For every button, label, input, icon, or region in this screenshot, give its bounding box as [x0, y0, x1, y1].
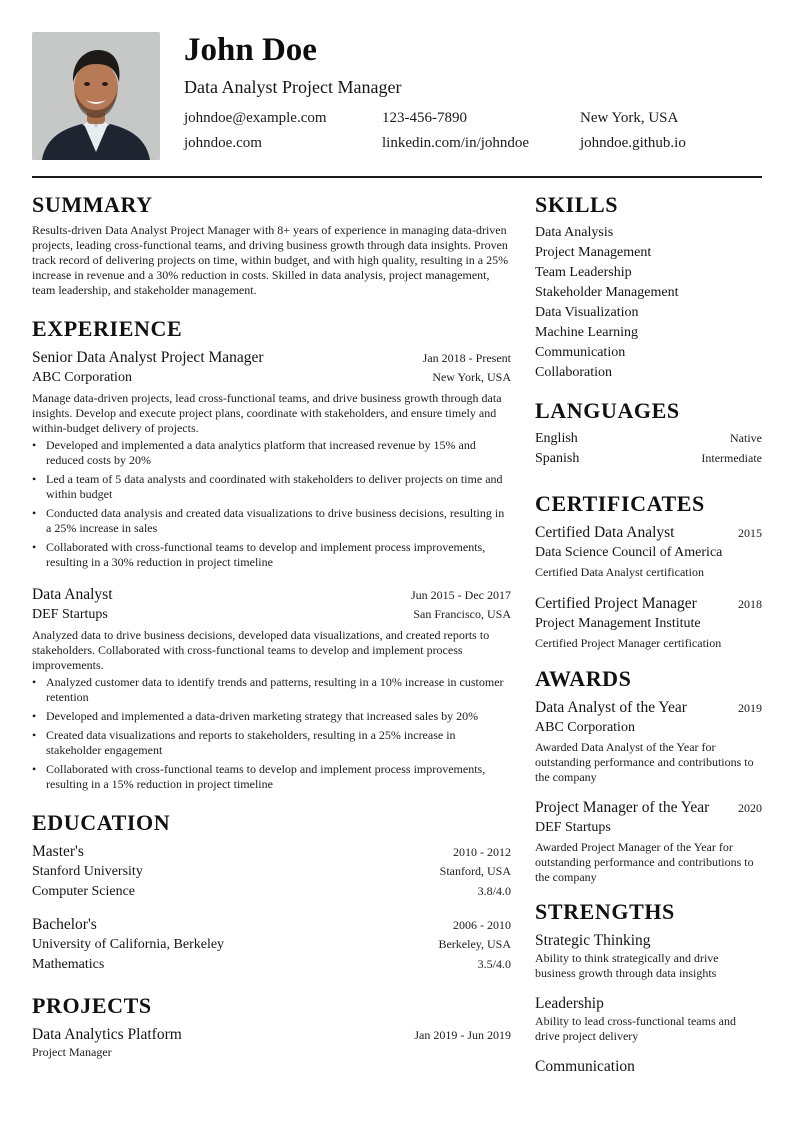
candidate-title: Data Analyst Project Manager: [184, 77, 402, 97]
language-name: English: [535, 431, 578, 446]
profile-photo: [32, 32, 160, 160]
job-role: Senior Data Analyst Project Manager: [32, 349, 264, 366]
award-year: 2020: [738, 801, 762, 815]
job-dates: Jan 2018 - Present: [422, 351, 511, 365]
job-description: Analyzed data to drive business decisions, developed data visualizations, and created reports to stakeholders. Collaborated with cross-functional teams to develop and implement process improvements.: [32, 628, 490, 672]
linkedin-link[interactable]: linkedin.com/in/johndoe: [382, 135, 530, 151]
school-name: University of California, Berkeley: [32, 937, 225, 952]
experience-entry: [32, 584, 511, 792]
avatar-icon: [32, 32, 160, 160]
list-item: • Created data visualizations and reports to stakeholders, resulting in a 25% increase in stakeholder engagement: [32, 728, 511, 758]
project-entry: [32, 1024, 511, 1060]
projects-section: [32, 991, 511, 1060]
certificate-name: Certified Project Manager: [535, 595, 697, 612]
job-location: New York, USA: [432, 370, 511, 384]
gpa: 3.5/4.0: [477, 957, 511, 971]
section-title: LANGUAGES: [535, 398, 680, 423]
certificate-year: 2018: [738, 597, 762, 611]
phone-number: 123-456-7890: [382, 110, 467, 126]
certificate-description: Certified Data Analyst certification: [535, 565, 704, 579]
location: New York, USA: [580, 110, 679, 126]
experience-section: [32, 314, 511, 792]
job-company: DEF Startups: [32, 607, 108, 622]
school-name: Stanford University: [32, 864, 143, 879]
job-location: San Francisco, USA: [413, 607, 511, 621]
education-entry: [32, 914, 511, 975]
certificate-description: Certified Project Manager certification: [535, 636, 722, 650]
strength-entry: [535, 1056, 762, 1077]
award-description: Awarded Project Manager of the Year for outstanding performance and contributions to the company: [535, 840, 754, 884]
skill-item: Data Visualization: [535, 305, 639, 320]
website-link[interactable]: johndoe.com: [184, 135, 262, 151]
language-name: Spanish: [535, 451, 580, 466]
list-item: • Conducted data analysis and created data visualizations to drive business decisions, resulting in a 25% increase in sales: [32, 506, 511, 536]
award-entry: [535, 697, 762, 785]
strength-name: Communication: [535, 1058, 635, 1075]
awards-section: [535, 664, 762, 885]
award-entry: [535, 797, 762, 885]
section-title: PROJECTS: [32, 993, 152, 1018]
school-location: Berkeley, USA: [438, 937, 511, 951]
list-item: • Analyzed customer data to identify trends and patterns, resulting in a 10% increase in customer retention: [32, 675, 511, 705]
list-item: • Collaborated with cross-functional teams to develop and implement process improvements, resulting in a 30% reduction in project timeline: [32, 540, 511, 570]
skill-item: Communication: [535, 345, 626, 360]
degree: Master's: [32, 843, 84, 860]
strength-description: Ability to lead cross-functional teams and drive project delivery: [535, 1014, 736, 1043]
summary-section: [32, 190, 511, 298]
skill-item: Project Management: [535, 245, 652, 260]
project-name: Data Analytics Platform: [32, 1026, 182, 1043]
certificates-section: [535, 489, 762, 651]
certificate-entry: [535, 593, 762, 651]
languages-section: [535, 396, 762, 469]
strength-name: Leadership: [535, 995, 604, 1012]
strength-entry: [535, 930, 762, 981]
award-description: Awarded Data Analyst of the Year for outstanding performance and contributions to the company: [535, 740, 754, 784]
section-title: SKILLS: [535, 192, 619, 217]
education-dates: 2006 - 2010: [453, 918, 511, 932]
section-title: AWARDS: [535, 666, 632, 691]
award-name: Project Manager of the Year: [535, 799, 710, 816]
project-dates: Jan 2019 - Jun 2019: [414, 1028, 511, 1042]
skill-item: Stakeholder Management: [535, 285, 679, 300]
language-level: Intermediate: [701, 451, 762, 465]
job-dates: Jun 2015 - Dec 2017: [411, 588, 511, 602]
education-entry: [32, 841, 511, 902]
certificate-issuer: Project Management Institute: [535, 616, 701, 631]
section-title: CERTIFICATES: [535, 491, 705, 516]
section-title: EXPERIENCE: [32, 316, 183, 341]
candidate-name: John Doe: [184, 32, 317, 68]
skill-item: Machine Learning: [535, 325, 639, 340]
education-section: [32, 808, 511, 975]
strength-entry: [535, 993, 762, 1044]
section-title: STRENGTHS: [535, 899, 675, 924]
skill-item: Collaboration: [535, 365, 612, 380]
section-title: SUMMARY: [32, 192, 153, 217]
award-organization: ABC Corporation: [535, 720, 635, 735]
certificate-issuer: Data Science Council of America: [535, 545, 723, 560]
education-dates: 2010 - 2012: [453, 845, 511, 859]
field-of-study: Mathematics: [32, 957, 105, 972]
certificate-entry: [535, 522, 762, 580]
github-link[interactable]: johndoe.github.io: [580, 135, 686, 151]
award-organization: DEF Startups: [535, 820, 611, 835]
left-column: [32, 190, 511, 1060]
certificate-name: Certified Data Analyst: [535, 524, 675, 541]
list-item: • Developed and implemented a data analytics platform that increased revenue by 15% and reduced costs by 20%: [32, 438, 511, 468]
language-level: Native: [730, 431, 762, 445]
job-company: ABC Corporation: [32, 370, 132, 385]
section-title: EDUCATION: [32, 810, 171, 835]
job-achievements: [32, 438, 511, 570]
summary-text: Results-driven Data Analyst Project Manager with 8+ years of experience in managing data-driven projects, leading cross-functional teams, and driving business growth through data insights. Proven track record of delivering projects on time, within budget, and with high quality, resulting in a 25% increase in revenue and a 30% reduction in costs. Skilled in data analysis, project management, team leadership, and stakeholder management.: [32, 223, 509, 297]
contact-info: [184, 108, 764, 153]
skills-section: [535, 190, 762, 383]
gpa: 3.8/4.0: [477, 884, 511, 898]
award-name: Data Analyst of the Year: [535, 699, 687, 716]
skill-item: Data Analysis: [535, 225, 614, 240]
list-item: • Collaborated with cross-functional teams to develop and implement process improvements, resulting in a 15% reduction in project timeline: [32, 762, 511, 792]
school-location: Stanford, USA: [439, 864, 511, 878]
job-description: Manage data-driven projects, lead cross-functional teams, and drive business growth through data insights. Develop and execute project plans, coordinate with stakeholders, and ensure timely and within-budget delivery of projects.: [32, 391, 502, 435]
list-item: • Led a team of 5 data analysts and coordinated with stakeholders to deliver projects on time and within budget: [32, 472, 511, 502]
list-item: • Developed and implemented a data-driven marketing strategy that increased sales by 20%: [32, 709, 511, 724]
strengths-section: [535, 897, 762, 1077]
experience-entry: [32, 347, 511, 570]
job-achievements: [32, 675, 511, 792]
header-divider: [32, 176, 762, 178]
certificate-year: 2015: [738, 526, 762, 540]
strength-name: Strategic Thinking: [535, 932, 651, 949]
skill-item: Team Leadership: [535, 265, 632, 280]
strength-description: Ability to think strategically and drive business growth through data insights: [535, 951, 719, 980]
project-role: Project Manager: [32, 1045, 112, 1059]
award-year: 2019: [738, 701, 762, 715]
degree: Bachelor's: [32, 916, 97, 933]
right-column: [535, 190, 762, 1077]
email-link[interactable]: johndoe@example.com: [184, 110, 327, 126]
field-of-study: Computer Science: [32, 884, 136, 899]
job-role: Data Analyst: [32, 586, 113, 603]
